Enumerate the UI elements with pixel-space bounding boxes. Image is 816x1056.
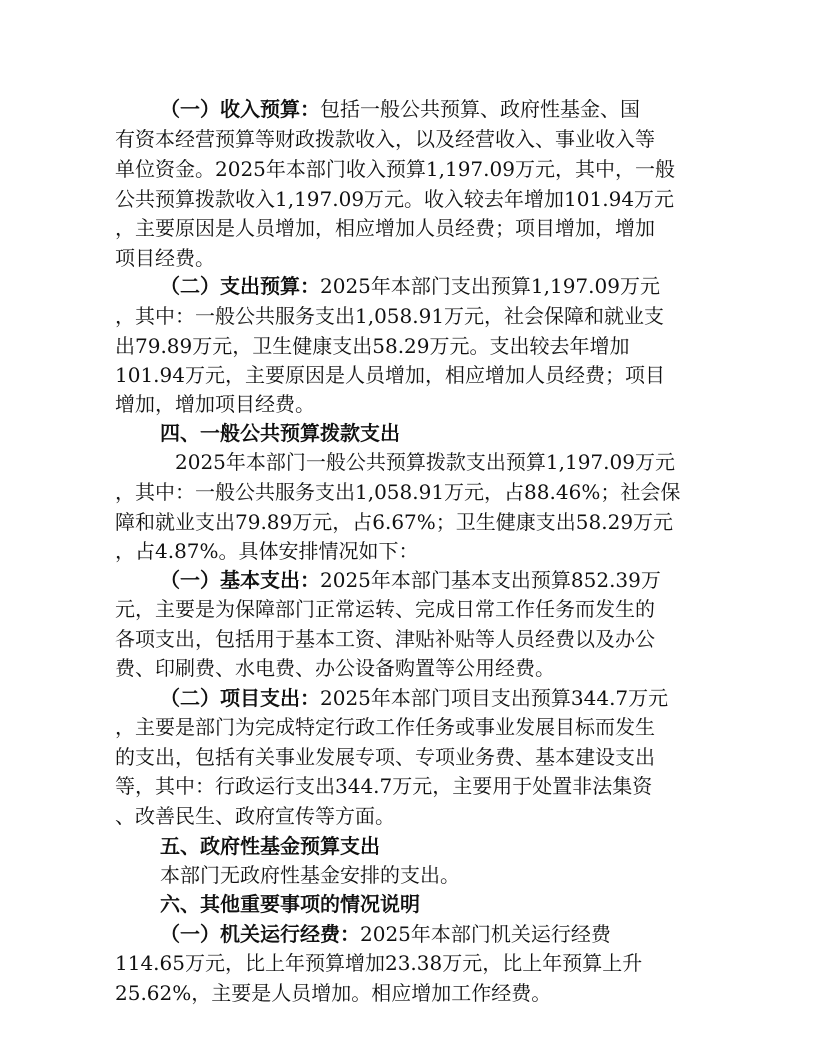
paragraph-line: 障和就业支出79.89万元，占6.67%；卫生健康支出58.29万元 [115, 510, 674, 534]
operating-cost-heading: （一）机关运行经费： [160, 922, 360, 946]
paragraph-line: ，主要原因是人员增加，相应增加人员经费；项目增加，增加 [115, 216, 655, 240]
paragraph-line: 等，其中：行政运行支出344.7万元，主要用于处置非法集资 [115, 774, 653, 798]
paragraph-line: 出79.89万元，卫生健康支出58.29万元。支出较去年增加 [115, 334, 630, 358]
section-title-4: 四、一般公共预算拨款支出 [160, 421, 400, 445]
basic-expense-line [160, 566, 661, 594]
paragraph-line: 费、印刷费、水电费、办公设备购置等公用经费。 [115, 656, 555, 680]
paragraph-line: 、改善民生、政府宣传等方面。 [115, 804, 395, 828]
paragraph-line: ，主要是部门为完成特定行政工作任务或事业发展目标而发生 [115, 715, 655, 739]
income-budget-line [160, 95, 640, 123]
paragraph-line: 101.94万元，主要原因是人员增加，相应增加人员经费；项目 [115, 363, 665, 387]
expense-budget-heading: （二）支出预算： [160, 274, 320, 298]
basic-expense-heading: （一）基本支出： [160, 568, 320, 592]
expense-budget-line [160, 272, 660, 300]
paragraph-line: 元，主要是为保障部门正常运转、完成日常工作任务而发生的 [115, 597, 655, 621]
project-expense-text: 2025年本部门项目支出预算344.7万元 [320, 686, 669, 710]
income-budget-heading: （一）收入预算： [160, 97, 320, 121]
project-expense-line [160, 684, 668, 712]
operating-cost-text: 2025年本部门机关运行经费 [360, 922, 611, 946]
paragraph-line: 有资本经营预算等财政拨款收入，以及经营收入、事业收入等 [115, 127, 655, 151]
paragraph-line: 114.65万元，比上年预算增加23.38万元，比上年预算上升 [115, 951, 643, 975]
paragraph-line: ，占4.87%。具体安排情况如下： [115, 539, 419, 563]
paragraph-line: 2025年本部门一般公共预算拨款支出预算1,197.09万元 [175, 450, 675, 474]
section-title-5: 五、政府性基金预算支出 [160, 834, 380, 858]
section-title-6: 六、其他重要事项的情况说明 [160, 892, 420, 916]
operating-cost-line [160, 920, 611, 948]
paragraph-line: 增加，增加项目经费。 [115, 392, 315, 416]
income-budget-text: 包括一般公共预算、政府性基金、国 [320, 97, 640, 121]
paragraph-line: 本部门无政府性基金安排的支出。 [160, 863, 460, 887]
paragraph-line: 的支出，包括有关事业发展专项、专项业务费、基本建设支出 [115, 745, 655, 769]
paragraph-line: ，其中：一般公共服务支出1,058.91万元，社会保障和就业支 [115, 304, 665, 328]
expense-budget-text: 2025年本部门支出预算1,197.09万元 [320, 274, 660, 298]
paragraph-line: 公共预算拨款收入1,197.09万元。收入较去年增加101.94万元 [115, 187, 675, 211]
paragraph-line: ，其中：一般公共服务支出1,058.91万元，占88.46%；社会保 [115, 480, 681, 504]
basic-expense-text: 2025年本部门基本支出预算852.39万 [320, 568, 661, 592]
project-expense-heading: （二）项目支出： [160, 686, 320, 710]
paragraph-line: 各项支出，包括用于基本工资、津贴补贴等人员经费以及办公 [115, 627, 655, 651]
paragraph-line: 项目经费。 [115, 246, 215, 270]
paragraph-line: 单位资金。2025年本部门收入预算1,197.09万元，其中，一般 [115, 157, 675, 181]
paragraph-line: 25.62%，主要是人员增加。相应增加工作经费。 [115, 981, 552, 1005]
